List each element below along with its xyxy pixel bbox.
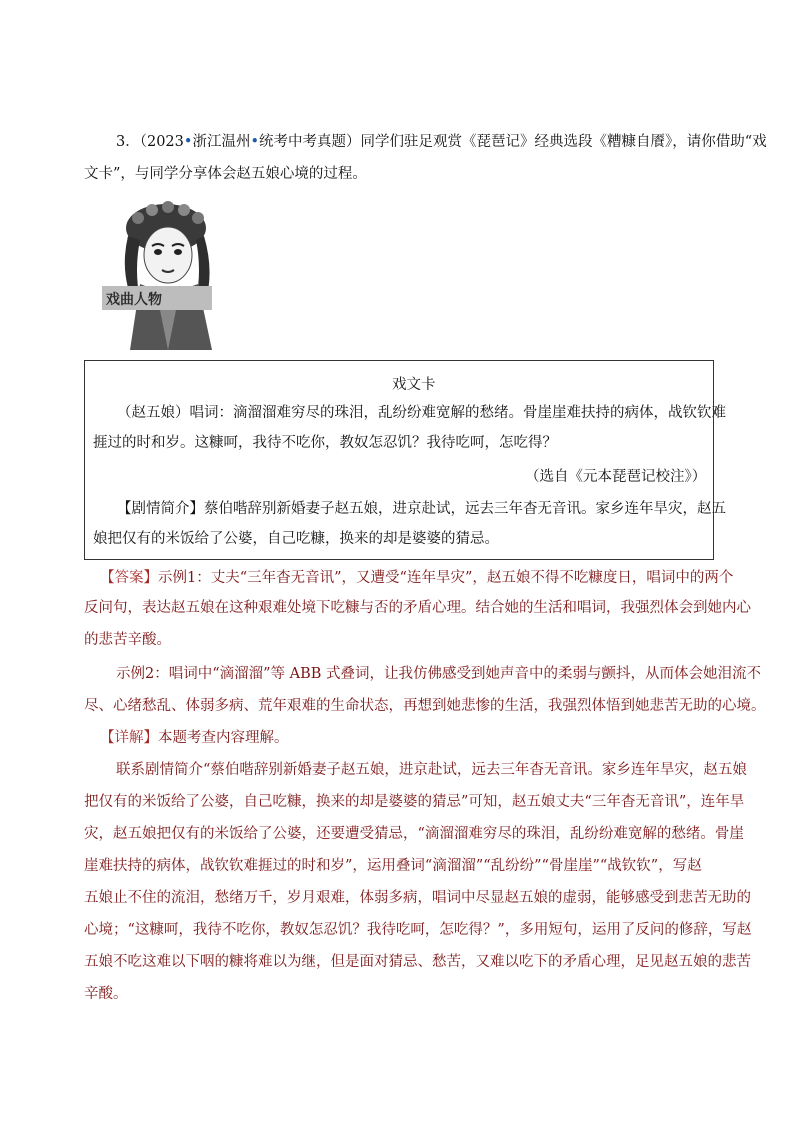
card-lyrics-line-1: （赵五娘）唱词：滴溜溜难穷尽的珠泪，乱纷纷难宽解的愁绪。骨崖崖难扶持的病体，战钦钦难 — [117, 405, 726, 421]
answer-line-b2: 尽、心绪愁乱、体弱多病、荒年艰难的生命状态，再想到她悲惨的生活，我强烈体悟到她悲苦无助的心境。 — [84, 698, 766, 714]
card-synopsis-line-2: 娘把仅有的米饭给了公婆，自己吃糠，换来的却是婆婆的猜忌。 — [93, 531, 499, 547]
question-text: 统考中考真题）同学们驻足观赏《琵琶记》经典选段《糟糠自餍》，请你借助“戏 — [259, 134, 767, 150]
card-lyrics-line-2: 捱过的时和岁。这糠呵，我待不吃你，教奴怎忍饥？我待吃呵，怎吃得？ — [93, 435, 557, 451]
separator-dot: • — [250, 134, 260, 150]
separator-dot: • — [183, 134, 193, 150]
detail-line-c8: 辛酸。 — [84, 986, 128, 1002]
answer-line-a1: 【答案】示例1：丈夫“三年杳无音讯”，又遭受“连年旱灾”，赵五娘不得不吃糠度日，唱词中的两个 — [100, 570, 734, 586]
drama-card — [84, 360, 726, 560]
detail-line-c5: 五娘止不住的流泪，愁绪万千，岁月艰难，体弱多病，唱词中尽显赵五娘的虚弱，能够感受到悲苦无助的 — [84, 890, 751, 906]
answer-line-b1: 示例2：唱词中“滴溜溜”等 ABB 式叠词，让我仿佛感受到她声音中的柔弱与颤抖，从而体会她泪流不 — [116, 666, 762, 682]
question-line-2: 文卡”，与同学分享体会赵五娘心境的过程。 — [84, 166, 367, 182]
answer-tag: 【答案】 — [100, 570, 158, 586]
card-title: 戏文卡 — [392, 377, 436, 393]
opera-figure-image — [106, 200, 226, 350]
detail-line-c7: 五娘不吃这难以下咽的糠将难以为继，但是面对猜忌、愁苦，又难以吃下的矛盾心理，足见赵五娘的悲苦 — [84, 954, 751, 970]
card-synopsis-line-1: 【剧情简介】蔡伯喈辞别新婚妻子赵五娘，进京赴试，远去三年杳无音讯。家乡连年旱灾，赵五 — [117, 501, 726, 517]
question-place: 浙江温州 — [192, 134, 251, 150]
detail-line-c3: 灾，赵五娘把仅有的米饭给了公婆，还要遭受猜忌，“滴溜溜难穷尽的珠泪，乱纷纷难宽解的愁绪。骨崖 — [84, 826, 744, 842]
figure-caption: 戏曲人物 — [106, 292, 162, 308]
detail-line-c6: 心境；“这糠呵，我待不吃你，教奴怎忍饥？我待吃呵，怎吃得？”，多用短句，运用了反问的修辞，写赵 — [84, 922, 752, 938]
detail-line-c4: 崖难扶持的病体，战钦钦难捱过的时和岁”，运用叠词“滴溜溜”“乱纷纷”“骨崖崖”“战钦钦”，写赵 — [84, 858, 702, 874]
card-source: （选自《元本琵琶记校注》） — [525, 469, 707, 485]
answer-line-a3: 的悲苦辛酸。 — [84, 632, 171, 648]
detail-line-c1: 联系剧情简介“蔡伯喈辞别新婚妻子赵五娘，进京赴试，远去三年杳无音讯。家乡连年旱灾，赵五娘 — [116, 762, 747, 778]
answer-line-a2: 反问句，表达赵五娘在这种艰难处境下吃糠与否的矛盾心理。结合她的生活和唱词，我强烈体会到她内心 — [84, 600, 751, 616]
question-number: 3．（2023 — [116, 134, 184, 150]
question-line-1 — [116, 132, 767, 152]
detail-tag: 【详解】 — [100, 730, 158, 746]
detail-line: 【详解】本题考查内容理解。 — [100, 730, 289, 746]
detail-line-c2: 把仅有的米饭给了公婆，自己吃糠，换来的却是婆婆的猜忌”可知，赵五娘丈夫“三年杳无音讯”，连年旱 — [84, 794, 745, 810]
